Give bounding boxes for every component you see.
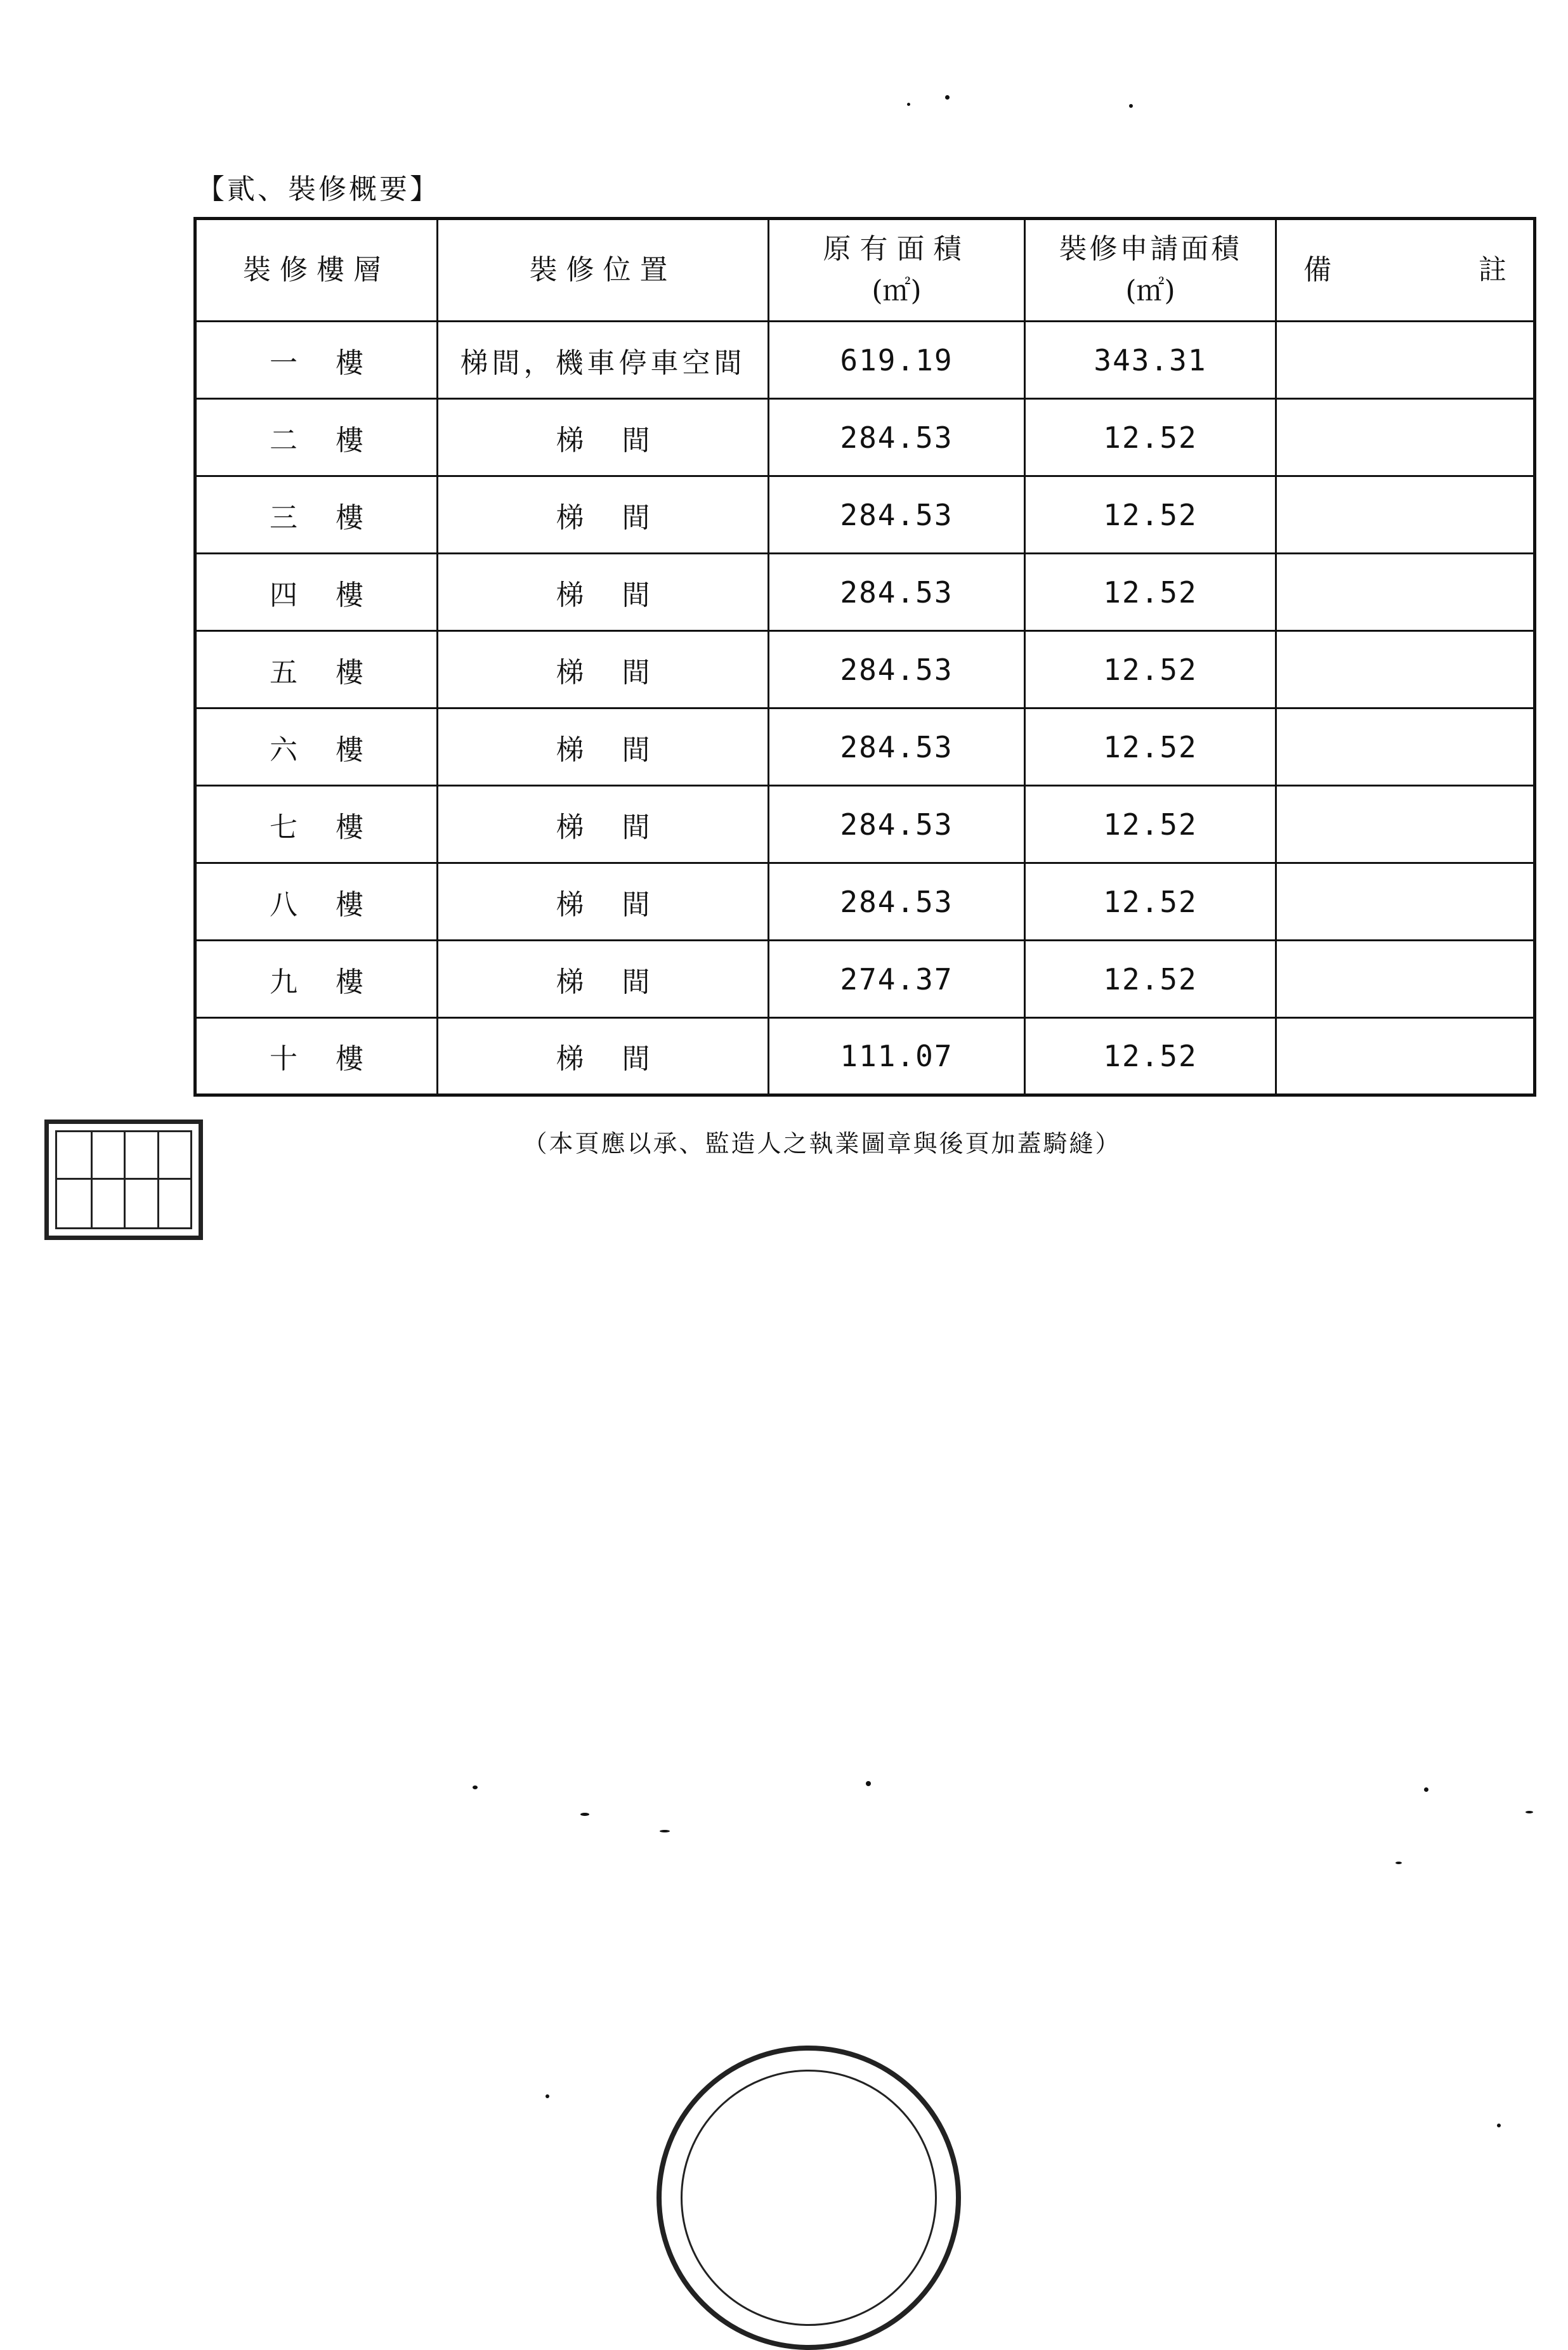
header-remarks	[1276, 219, 1535, 322]
location-cell: 梯間	[438, 941, 769, 1018]
applied-area-cell: 12.52	[1025, 708, 1276, 786]
location-cell: 梯間	[438, 786, 769, 863]
renovation-summary-table	[193, 217, 1536, 1097]
applied-area-cell: 12.52	[1025, 941, 1276, 1018]
original-area-cell: 284.53	[769, 476, 1025, 554]
scan-speck	[866, 1781, 871, 1786]
remarks-cell	[1276, 863, 1535, 941]
applied-area-cell: 12.52	[1025, 786, 1276, 863]
remarks-cell	[1276, 322, 1535, 399]
table-row	[195, 399, 1535, 476]
scan-speck	[580, 1813, 589, 1816]
scan-speck	[1497, 2124, 1501, 2127]
remarks-cell	[1276, 554, 1535, 631]
original-area-cell: 284.53	[769, 631, 1025, 708]
original-area-cell: 284.53	[769, 554, 1025, 631]
original-area-cell: 111.07	[769, 1018, 1025, 1095]
location-cell: 梯間	[438, 863, 769, 941]
scan-speck	[473, 1785, 478, 1789]
remarks-cell	[1276, 399, 1535, 476]
location-cell: 梯間，機車停車空間	[438, 322, 769, 399]
location-cell: 梯間	[438, 1018, 769, 1095]
applied-area-cell: 12.52	[1025, 554, 1276, 631]
header-location: 裝修位置	[438, 219, 769, 322]
header-remarks-char-2: 註	[1479, 254, 1506, 286]
applied-area-cell: 12.52	[1025, 631, 1276, 708]
scan-speck	[1395, 1862, 1402, 1864]
remarks-cell	[1276, 708, 1535, 786]
applied-area-cell: 12.52	[1025, 1018, 1276, 1095]
floor-cell: 六樓	[195, 708, 438, 786]
scan-speck	[1424, 1787, 1428, 1792]
remarks-cell	[1276, 786, 1535, 863]
applied-area-cell: 12.52	[1025, 863, 1276, 941]
floor-cell: 八樓	[195, 863, 438, 941]
table-row	[195, 708, 1535, 786]
location-cell: 梯間	[438, 476, 769, 554]
floor-cell: 二樓	[195, 399, 438, 476]
applied-area-cell: 12.52	[1025, 476, 1276, 554]
original-area-cell: 284.53	[769, 786, 1025, 863]
original-area-cell: 284.53	[769, 399, 1025, 476]
original-area-cell: 284.53	[769, 708, 1025, 786]
scan-speck	[660, 1830, 670, 1832]
floor-cell: 三樓	[195, 476, 438, 554]
header-applied-area	[1025, 219, 1276, 322]
floor-cell: 四樓	[195, 554, 438, 631]
location-cell: 梯間	[438, 631, 769, 708]
architect-stamp-grid	[55, 1130, 192, 1229]
table-row	[195, 1018, 1535, 1095]
seal-instruction-note: （本頁應以承、監造人之執業圖章與後頁加蓋騎縫）	[523, 1130, 1121, 1158]
scan-speck	[546, 2094, 549, 2098]
table-row	[195, 786, 1535, 863]
table-header-row	[195, 219, 1535, 322]
floor-cell: 一樓	[195, 322, 438, 399]
section-heading: 【貳、裝修概要】	[197, 173, 440, 206]
header-original-area	[769, 219, 1025, 322]
original-area-cell: 284.53	[769, 863, 1025, 941]
table-row	[195, 322, 1535, 399]
scan-speck	[1526, 1811, 1533, 1813]
remarks-cell	[1276, 1018, 1535, 1095]
applied-area-cell: 12.52	[1025, 399, 1276, 476]
location-cell: 梯間	[438, 554, 769, 631]
table-row	[195, 476, 1535, 554]
original-area-cell: 619.19	[769, 322, 1025, 399]
header-original-area-unit: (㎡)	[872, 275, 922, 307]
header-applied-area-label: 裝修申請面積	[1059, 233, 1242, 265]
city-seal	[657, 2046, 961, 2350]
table-row	[195, 863, 1535, 941]
header-original-area-label: 原有面積	[823, 233, 970, 265]
scan-speck	[907, 103, 910, 106]
location-cell: 梯間	[438, 708, 769, 786]
remarks-cell	[1276, 631, 1535, 708]
table-row	[195, 554, 1535, 631]
table-row	[195, 941, 1535, 1018]
location-cell: 梯間	[438, 399, 769, 476]
remarks-cell	[1276, 476, 1535, 554]
remarks-cell	[1276, 941, 1535, 1018]
header-floor: 裝修樓層	[195, 219, 438, 322]
scan-speck	[1129, 104, 1133, 108]
floor-cell: 五樓	[195, 631, 438, 708]
floor-cell: 九樓	[195, 941, 438, 1018]
header-remarks-char-1: 備	[1303, 254, 1331, 286]
floor-cell: 十樓	[195, 1018, 438, 1095]
floor-cell: 七樓	[195, 786, 438, 863]
header-applied-area-unit: (㎡)	[1125, 275, 1175, 307]
table-row	[195, 631, 1535, 708]
city-seal-ring	[681, 2070, 937, 2326]
applied-area-cell: 343.31	[1025, 322, 1276, 399]
scan-speck	[945, 95, 950, 100]
original-area-cell: 274.37	[769, 941, 1025, 1018]
architect-stamp	[44, 1120, 203, 1240]
